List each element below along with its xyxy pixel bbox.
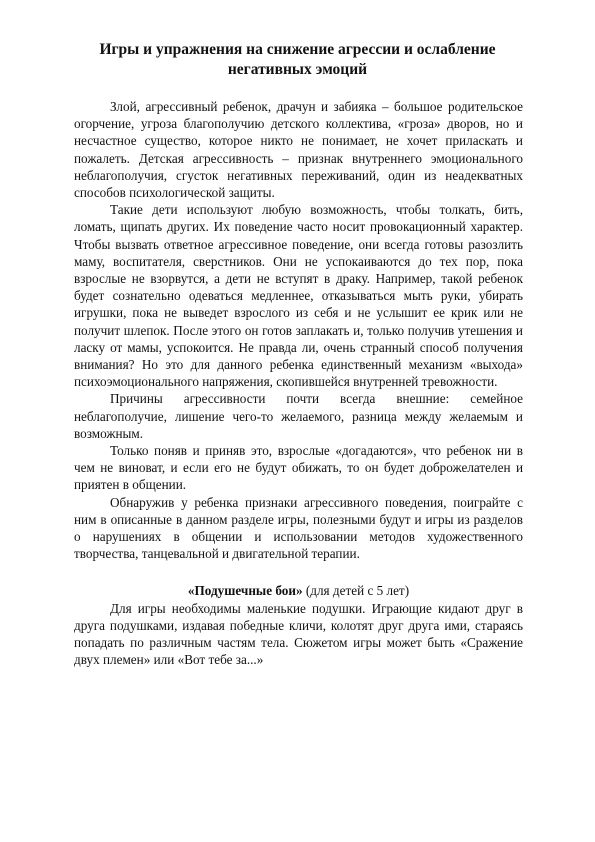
- paragraph-recommendation: Обнаружив у ребенка признаки агрессивного поведения, поиграйте с ним в описанные в данном разделе игры, полезными будут и игры из разделов о нарушениях в общении и использовании методов художественного творчества, танцевальной и двигательной терапии.: [74, 494, 523, 562]
- paragraph-behavior: Такие дети используют любую возможность, чтобы толкать, бить, ломать, щипать других. Их поведение часто носит провокационный характер. Чтобы вызвать ответное агрессивное поведение, они всегда готовы разозлить маму, воспитателя, сверстников. Они не успокаиваются до тех пор, пока взрослые не взорвутся, а дети не вступят в драку. Например, такой ребенок будет сознательно одеваться медленнее, отказываться мыть руки, убирать игрушки, пока не выведет взрослого из себя и не услышит ее крик или не получит шлепок. После этого он готов заплакать и, только получив утешения и ласку от мамы, успокоится. Не правда ли, очень странный способ получения внимания? Но это для данного ребенка единственный механизм «выхода» психоэмоционального напряжения, скопившейся внутренней тревожности.: [74, 202, 523, 390]
- paragraph-causes: Причины агрессивности почти всегда внешние: семейное неблагополучие, лишение чего-то желаемого, разница между желаемым и возможным.: [74, 391, 523, 441]
- paragraph-understanding: Только поняв и приняв это, взрослые «догадаются», что ребенок ни в чем не виноват, и если его не будут обижать, то он будет доброжелателен и приятен в общении.: [74, 443, 523, 493]
- game-name: «Подушечные бои»: [187, 583, 303, 599]
- document-body: [74, 98, 523, 669]
- paragraph-intro: Злой, агрессивный ребенок, драчун и забияка – большое родительское огорчение, угроза благополучию детского коллектива, «гроза» дворов, но и несчастное существо, которое никто не понимает, не хочет приласкать и пожалеть. Детская агрессивность – признак внутреннего эмоционального неблагополучия, сгусток негативных переживаний, один из неадекватных способов психологической защиты.: [74, 99, 523, 201]
- game-age-note: (для детей с 5 лет): [302, 583, 410, 599]
- section-heading: [74, 582, 523, 599]
- paragraph-game-description: Для игры необходимы маленькие подушки. Играющие кидают друг в друга подушками, издавая победные кличи, колотят друг друга ими, стараясь попадать по различным частям тела. Сюжетом игры может быть «Сражение двух племен» или «Вот тебе за...»: [74, 600, 523, 668]
- document-title: Игры и упражнения на снижение агрессии и ослабление негативных эмоций: [99, 41, 496, 78]
